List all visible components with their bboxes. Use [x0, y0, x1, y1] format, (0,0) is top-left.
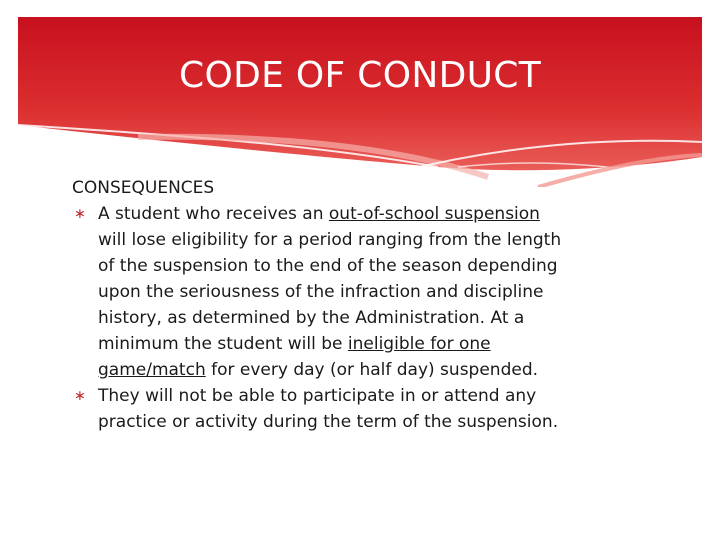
section-heading: CONSEQUENCES [72, 178, 215, 198]
bullet-line: practice or activity during the term of the suspension. [98, 412, 559, 432]
bullet-star-icon: ∗ [74, 206, 86, 222]
bullet-item [72, 201, 672, 383]
bullet-line: of the suspension to the end of the season depending [98, 256, 558, 276]
bullet-line: will lose eligibility for a period ranging from the length [98, 230, 562, 250]
bullet-star-icon: ∗ [74, 388, 86, 404]
slide-title: CODE OF CONDUCT [179, 55, 541, 96]
bullet-line: history, as determined by the Administration. At a [98, 308, 525, 328]
title-banner [18, 17, 702, 187]
bullet-line: game/match for every day (or half day) suspended. [98, 360, 539, 380]
banner-background [18, 17, 702, 187]
bullet-line: minimum the student will be ineligible for one [98, 334, 491, 354]
bullet-line: A student who receives an out-of-school suspension [98, 204, 540, 224]
slide-body [72, 175, 672, 435]
underlined-term: ineligible for one [347, 334, 491, 354]
bullet-line: upon the seriousness of the infraction and discipline [98, 282, 544, 302]
bullet-line: They will not be able to participate in or attend any [98, 386, 537, 406]
underlined-term: game/match [98, 360, 206, 380]
underlined-term: out-of-school suspension [328, 204, 540, 224]
bullet-item [72, 383, 672, 435]
